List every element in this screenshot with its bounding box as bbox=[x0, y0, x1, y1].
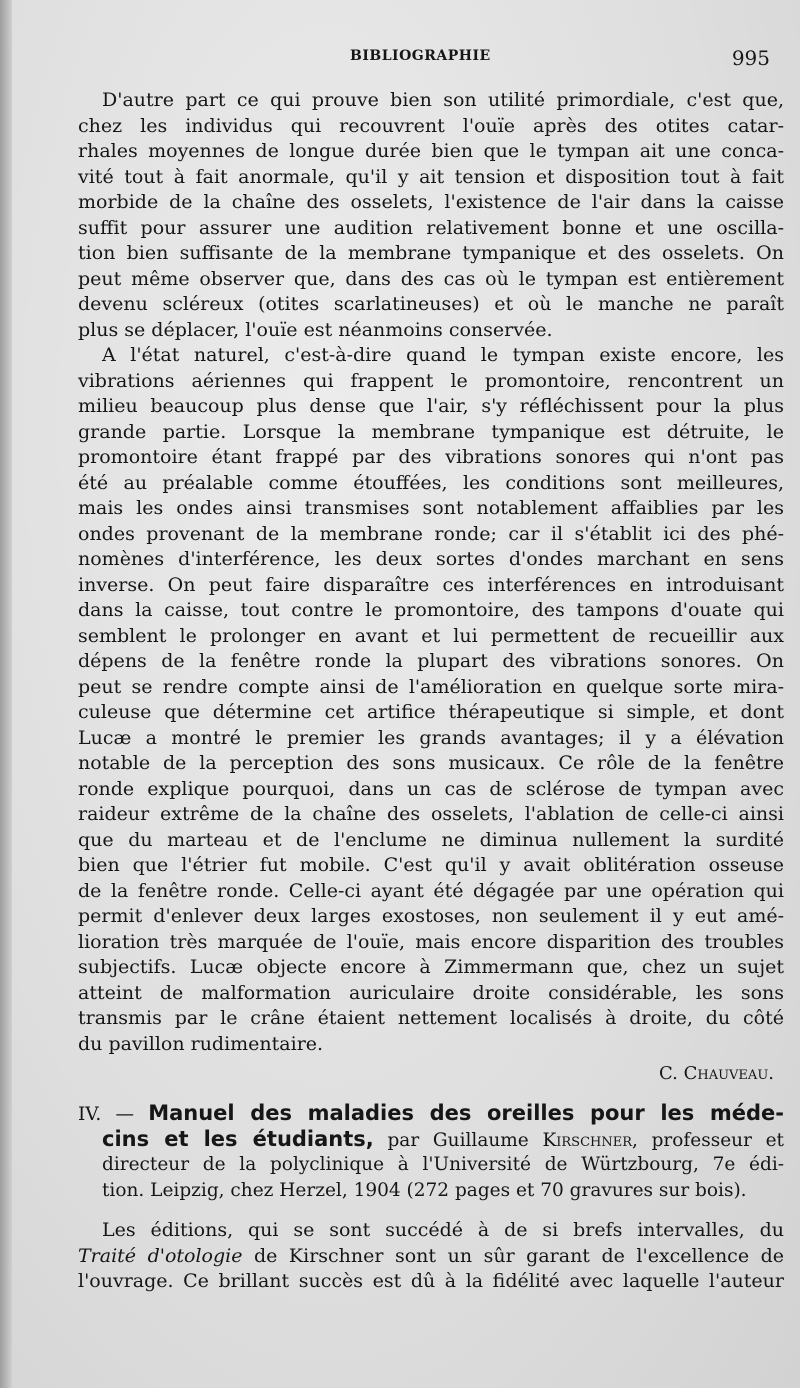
scan-edge bbox=[0, 0, 12, 1388]
text-line: tion bien suffisante de la membrane tympanique et des osselets. On bbox=[78, 242, 784, 264]
review-kirschner-heading bbox=[78, 1100, 784, 1204]
text-line: de la fenêtre ronde. Celle-ci ayant été dégagée par une opération qui bbox=[78, 879, 784, 902]
running-head bbox=[12, 46, 800, 70]
text-line: semblent le prolonger en avant et lui permettent de recueillir aux bbox=[78, 624, 784, 647]
text-line: atteint de malformation auriculaire droite considérable, les sons bbox=[78, 981, 784, 1004]
text-line: notable de la perception des sons musicaux. Ce rôle de la fenêtre bbox=[78, 752, 784, 774]
text-line: dans la caisse, tout contre le promontoire, des tampons d'ouate qui bbox=[78, 599, 784, 621]
book-title-part2: cins et les étudiants, bbox=[102, 1127, 374, 1151]
heading-line bbox=[78, 1126, 784, 1152]
text-line: raideur extrême de la chaîne des osselets, l'ablation de celle-ci ainsi bbox=[78, 803, 784, 825]
text-line: inverse. On peut faire disparaître ces interférences en introduisant bbox=[78, 573, 784, 596]
text-line: peut même observer que, dans des cas où le tympan est entièrement bbox=[78, 267, 784, 290]
text-line: grande partie. Lorsque la membrane tympanique est détruite, le bbox=[78, 420, 784, 443]
text-line: promontoire étant frappé par des vibrations sonores qui n'ont pas bbox=[78, 446, 784, 468]
text-line: morbide de la chaîne des osselets, l'existence de l'air dans la caisse bbox=[78, 191, 784, 213]
text-fragment: de Kirschner sont un sûr garant de l'excellence de bbox=[242, 1244, 784, 1267]
text-line: bien que l'étrier fut mobile. C'est qu'il y avait oblitération osseuse bbox=[78, 854, 784, 876]
text-line: subjectifs. Lucæ objecte encore à Zimmermann que, chez un sujet bbox=[78, 956, 784, 978]
text-line: ondes provenant de la membrane ronde; car il s'établit ici des phé- bbox=[78, 522, 784, 545]
book-page bbox=[12, 0, 800, 1388]
text-line: peut se rendre compte ainsi de l'amélioration en quelque sorte mira- bbox=[78, 675, 784, 698]
text-line: mais les ondes ainsi transmises sont notablement affaiblies par les bbox=[78, 497, 784, 519]
signature bbox=[78, 1061, 784, 1087]
review-chauveau bbox=[78, 88, 784, 1087]
text-line: dépens de la fenêtre ronde la plupart des vibrations sonores. On bbox=[78, 650, 784, 672]
text-line: rhales moyennes de longue durée bien que le tympan ait une conca- bbox=[78, 140, 784, 162]
text-line: vibrations aériennes qui frappent le promontoire, rencontrent un bbox=[78, 369, 784, 392]
text-line: que du marteau et de l'enclume ne diminua nullement la surdité bbox=[78, 828, 784, 851]
text-line: D'autre part ce qui prouve bien son utilité primordiale, c'est que, bbox=[102, 89, 784, 111]
text-line: vité tout à fait anormale, qu'il y ait tension et disposition tout à fait bbox=[78, 165, 784, 188]
text-line: milieu beaucoup plus dense que l'air, s'y réfléchissent pour la plus bbox=[78, 395, 784, 417]
author-prefix: par Guillaume bbox=[373, 1130, 543, 1151]
text-line: l'ouvrage. Ce brillant succès est dû à la fidélité avec laquelle l'auteur bbox=[78, 1270, 784, 1292]
text-line bbox=[78, 1244, 784, 1270]
text-line: Les éditions, qui se sont succédé à de si brefs intervalles, du bbox=[102, 1219, 784, 1241]
text-line: devenu scléreux (otites scarlatineuses) et où le manche ne paraît bbox=[78, 293, 784, 315]
text-line: ronde explique pourquoi, dans un cas de sclérose de tympan avec bbox=[78, 777, 784, 800]
text-line: suffit pour assurer une audition relativement bonne et une oscilla- bbox=[78, 216, 784, 239]
book-title-part1: Manuel des maladies des oreilles pour les méde- bbox=[148, 1101, 785, 1125]
heading-line: directeur de la polyclinique à l'Université de Würtzbourg, 7e édi- bbox=[102, 1154, 784, 1175]
heading-line: tion. Leipzig, chez Herzel, 1904 (272 pages et 70 gravures sur bois). bbox=[102, 1180, 747, 1201]
text-line: chez les individus qui recouvrent l'ouïe après des otites catar- bbox=[78, 114, 784, 137]
text-line: culeuse que détermine cet artifice thérapeutique si simple, et dont bbox=[78, 701, 784, 723]
text-line: du pavillon rudimentaire. bbox=[78, 1032, 324, 1055]
text-line: nomènes d'interférence, les deux sortes d'ondes marchant en sens bbox=[78, 548, 784, 570]
work-title: Traité d'otologie bbox=[78, 1244, 243, 1267]
text-line: Lucæ a montré le premier les grands avantages; il y a élévation bbox=[78, 726, 784, 749]
signature-initial: C. bbox=[659, 1063, 684, 1084]
text-line: permit d'enlever deux larges exostoses, non seulement il y eut amé- bbox=[78, 905, 784, 927]
text-line: A l'état naturel, c'est-à-dire quand le tympan existe encore, les bbox=[102, 344, 784, 366]
text-line: transmis par le crâne étaient nettement localisés à droite, du côté bbox=[78, 1007, 784, 1029]
author-name: Kirschner, bbox=[542, 1130, 638, 1151]
heading-line bbox=[78, 1100, 784, 1126]
text-line: été au préalable comme étouffées, les conditions sont meilleures, bbox=[78, 471, 784, 494]
page-number: 995 bbox=[731, 46, 770, 70]
text-line: lioration très marquée de l'ouïe, mais encore disparition des troubles bbox=[78, 930, 784, 953]
running-title: BIBLIOGRAPHIE bbox=[350, 48, 491, 64]
text-line: plus se déplacer, l'ouïe est néanmoins conservée. bbox=[78, 318, 553, 341]
section-numeral: IV. — bbox=[78, 1104, 149, 1125]
signature-name: Chauveau. bbox=[683, 1063, 774, 1084]
review-kirschner-body bbox=[78, 1218, 784, 1295]
author-suffix: professeur et bbox=[637, 1130, 784, 1151]
